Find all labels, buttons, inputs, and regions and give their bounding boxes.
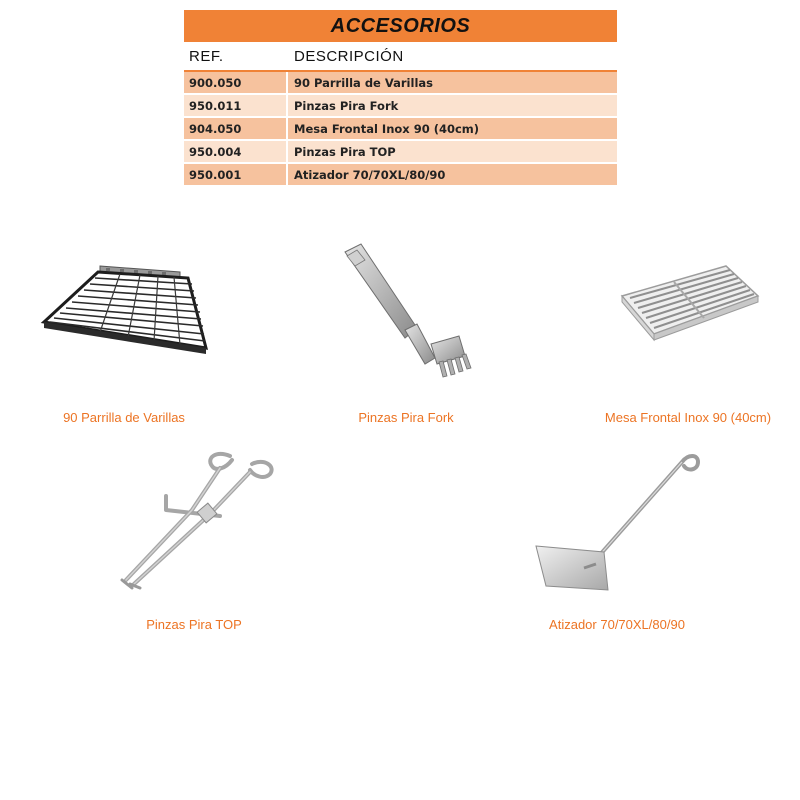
table-row	[184, 164, 617, 187]
row-ref: 900.050	[184, 72, 288, 93]
product-caption: Mesa Frontal Inox 90 (40cm)	[604, 410, 772, 425]
row-ref: 950.001	[184, 164, 288, 185]
row-description: Atizador 70/70XL/80/90	[294, 167, 446, 182]
grill-rack-image	[40, 262, 210, 358]
row-description: Pinzas Pira TOP	[294, 144, 396, 159]
table-title: ACCESORIOS	[330, 14, 471, 37]
fork-tongs-image	[335, 240, 485, 380]
row-description: 90 Parrilla de Varillas	[294, 75, 433, 90]
product-caption: Atizador 70/70XL/80/90	[549, 617, 685, 632]
product-caption: Pinzas Pira TOP	[146, 617, 242, 632]
header-description: DESCRIPCIÓN	[294, 47, 404, 65]
row-ref: 950.011	[184, 95, 288, 116]
product-caption: 90 Parrilla de Varillas	[63, 410, 185, 425]
header-ref: REF.	[189, 47, 224, 65]
accessories-table	[184, 10, 617, 187]
front-table-image	[618, 262, 764, 342]
poker-image	[530, 448, 706, 594]
table-row	[184, 72, 617, 95]
table-title-bar	[184, 10, 617, 42]
table-header-row	[184, 42, 617, 72]
table-row	[184, 118, 617, 141]
table-row	[184, 95, 617, 118]
top-tongs-image	[112, 448, 280, 594]
table-row	[184, 141, 617, 164]
row-description: Mesa Frontal Inox 90 (40cm)	[294, 121, 480, 136]
row-ref: 904.050	[184, 118, 288, 139]
product-caption: Pinzas Pira Fork	[358, 410, 454, 425]
row-ref: 950.004	[184, 141, 288, 162]
row-description: Pinzas Pira Fork	[294, 98, 399, 113]
